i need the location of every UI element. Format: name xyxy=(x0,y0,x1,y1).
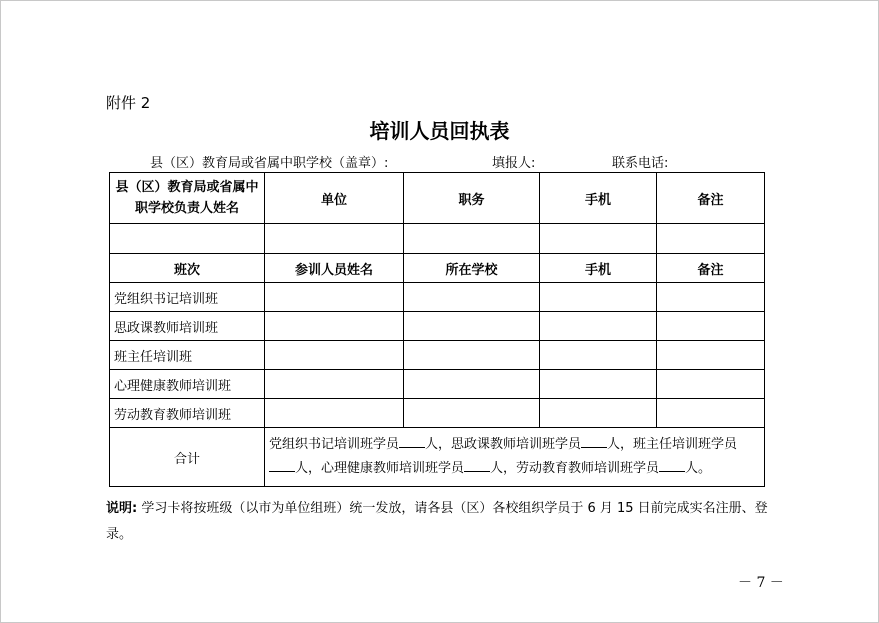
remark-cell[interactable] xyxy=(657,312,765,341)
mobile-cell[interactable] xyxy=(540,399,657,428)
count-blank[interactable] xyxy=(659,459,685,472)
class-name-cell: 班主任培训班 xyxy=(110,341,265,370)
mobile-cell[interactable] xyxy=(540,341,657,370)
header-cell: 手机 xyxy=(540,173,657,224)
summary-text: 人。 xyxy=(685,461,712,476)
school-cell[interactable] xyxy=(404,370,540,399)
class-name-cell: 劳动教育教师培训班 xyxy=(110,399,265,428)
count-blank[interactable] xyxy=(581,435,607,448)
table-row xyxy=(110,224,765,254)
count-blank[interactable] xyxy=(269,459,295,472)
position-cell[interactable] xyxy=(404,224,540,254)
form-title: 培训人员回执表 xyxy=(369,119,510,143)
remark-cell[interactable] xyxy=(657,399,765,428)
page-number: － 7 － xyxy=(738,575,784,591)
trainee-name-cell[interactable] xyxy=(265,312,404,341)
remark-cell[interactable] xyxy=(657,224,765,254)
mobile-cell[interactable] xyxy=(540,312,657,341)
remark-cell[interactable] xyxy=(657,283,765,312)
trainee-name-cell[interactable] xyxy=(265,283,404,312)
table-row xyxy=(110,370,765,399)
summary-text: 人，心理健康教师培训班学员 xyxy=(295,461,465,476)
filler-label: 填报人: xyxy=(492,156,536,171)
table-row xyxy=(110,341,765,370)
summary-cell xyxy=(265,428,765,487)
count-blank[interactable] xyxy=(464,459,490,472)
responsible-name-cell[interactable] xyxy=(110,224,265,254)
explanation-note xyxy=(106,496,771,548)
header-cell: 备注 xyxy=(657,173,765,224)
school-cell[interactable] xyxy=(404,283,540,312)
header-cell: 县（区）教育局或省属中职学校负责人姓名 xyxy=(110,173,265,224)
header-cell: 参训人员姓名 xyxy=(265,254,404,283)
table-row xyxy=(110,399,765,428)
header-cell: 班次 xyxy=(110,254,265,283)
note-label: 说明: xyxy=(106,501,138,516)
summary-text: 人，思政课教师培训班学员 xyxy=(425,437,582,452)
summary-text: 人，劳动教育教师培训班学员 xyxy=(490,461,660,476)
school-cell[interactable] xyxy=(404,341,540,370)
table-row xyxy=(110,312,765,341)
receipt-table xyxy=(109,172,765,487)
school-cell[interactable] xyxy=(404,399,540,428)
table-row xyxy=(110,428,765,487)
phone-label: 联系电话: xyxy=(612,156,669,171)
count-blank[interactable] xyxy=(399,435,425,448)
table-row xyxy=(110,283,765,312)
trainee-name-cell[interactable] xyxy=(265,399,404,428)
county-label: 县（区）教育局或省属中职学校（盖章）: xyxy=(150,156,389,171)
class-name-cell: 思政课教师培训班 xyxy=(110,312,265,341)
table-row xyxy=(110,254,765,283)
trainee-name-cell[interactable] xyxy=(265,370,404,399)
trainee-name-cell[interactable] xyxy=(265,341,404,370)
unit-cell[interactable] xyxy=(265,224,404,254)
school-cell[interactable] xyxy=(404,312,540,341)
summary-text: 党组织书记培训班学员 xyxy=(269,437,400,452)
header-cell: 所在学校 xyxy=(404,254,540,283)
total-label-cell: 合计 xyxy=(110,428,265,487)
header-cell: 职务 xyxy=(404,173,540,224)
mobile-cell[interactable] xyxy=(540,224,657,254)
annex-label: 附件 2 xyxy=(106,94,151,112)
summary-text: 人，班主任培训班学员 xyxy=(607,437,738,452)
remark-cell[interactable] xyxy=(657,341,765,370)
remark-cell[interactable] xyxy=(657,370,765,399)
class-name-cell: 党组织书记培训班 xyxy=(110,283,265,312)
mobile-cell[interactable] xyxy=(540,283,657,312)
table-row xyxy=(110,173,765,224)
header-cell: 备注 xyxy=(657,254,765,283)
header-cell: 单位 xyxy=(265,173,404,224)
note-text: 学习卡将按班级（以市为单位组班）统一发放，请各县（区）各校组织学员于 6 月 15 日前完成实名注册、登录。 xyxy=(106,501,768,542)
class-name-cell: 心理健康教师培训班 xyxy=(110,370,265,399)
mobile-cell[interactable] xyxy=(540,370,657,399)
header-cell: 手机 xyxy=(540,254,657,283)
